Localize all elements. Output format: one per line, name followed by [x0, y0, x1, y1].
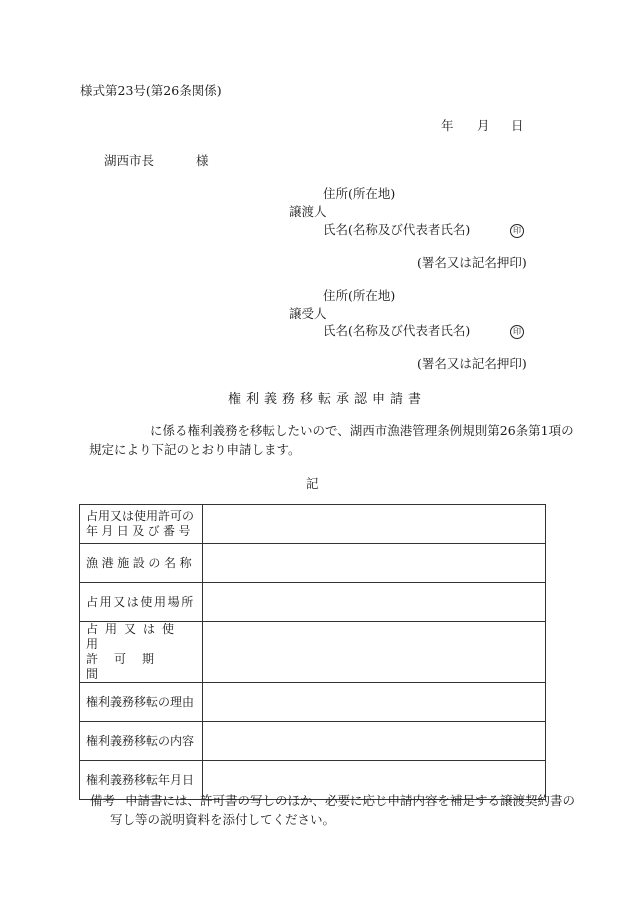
row-label: 権利義務移転の内容 [80, 722, 203, 761]
transferee-seal-icon: 印 [510, 321, 524, 340]
form-number: 様式第23号(第26条関係) [80, 83, 222, 98]
row-value-field[interactable] [203, 722, 546, 761]
transferee-sign-note: (署名又は記名押印) [417, 356, 527, 371]
table-row [80, 505, 546, 544]
row-label: 占用又は使用許可の 年月日及び番号 [80, 505, 203, 544]
row-label: 権利義務移転年月日 [80, 761, 203, 800]
row-label: 占用又は使用場所 [80, 583, 203, 622]
addressee-honorific: 様 [196, 153, 209, 168]
table-row [80, 583, 546, 622]
table-row [80, 722, 546, 761]
row-value-field[interactable] [203, 683, 546, 722]
transferor-role: 譲渡人 [289, 204, 327, 219]
note-line-2: 写し等の説明資料を添付してください。 [110, 812, 336, 827]
body-line-2: 規定により下記のとおり申請します。 [89, 442, 301, 457]
row-label: 占用又は使用 許可期間 [80, 622, 203, 683]
body-line-1: に係る権利義務を移転したいので、湖西市漁港管理条例規則第26条第1項の [150, 423, 574, 438]
row-value-field[interactable] [203, 544, 546, 583]
transferor-sign-note: (署名又は記名押印) [417, 255, 527, 270]
transferor-address-label: 住所(所在地) [323, 186, 396, 201]
table-row [80, 683, 546, 722]
ki-heading: 記 [306, 476, 319, 491]
date-year: 年 [441, 118, 454, 133]
addressee-name: 湖西市長 [104, 153, 155, 168]
row-label: 権利義務移転の理由 [80, 683, 203, 722]
application-table [79, 504, 546, 800]
transferee-name-label: 氏名(名称及び代表者氏名) [323, 323, 471, 338]
row-value-field[interactable] [203, 622, 546, 683]
transferor-name-label: 氏名(名称及び代表者氏名) [323, 222, 471, 237]
date-month: 月 [477, 118, 490, 133]
date-day: 日 [511, 118, 524, 133]
row-label: 漁港施設の名称 [80, 544, 203, 583]
row-value-field[interactable] [203, 505, 546, 544]
table-row [80, 622, 546, 683]
transferee-address-label: 住所(所在地) [323, 288, 396, 303]
document-title: 権利義務移転承認申請書 [228, 392, 427, 407]
row-value-field[interactable] [203, 583, 546, 622]
note-label: 備考 [90, 793, 116, 808]
transferor-seal-icon: 印 [510, 220, 524, 239]
table-row [80, 544, 546, 583]
note-line-1: 申請書には、許可書の写しのほか、必要に応じ申請内容を補足する譲渡契約書の [125, 793, 576, 808]
transferee-role: 譲受人 [289, 306, 327, 321]
